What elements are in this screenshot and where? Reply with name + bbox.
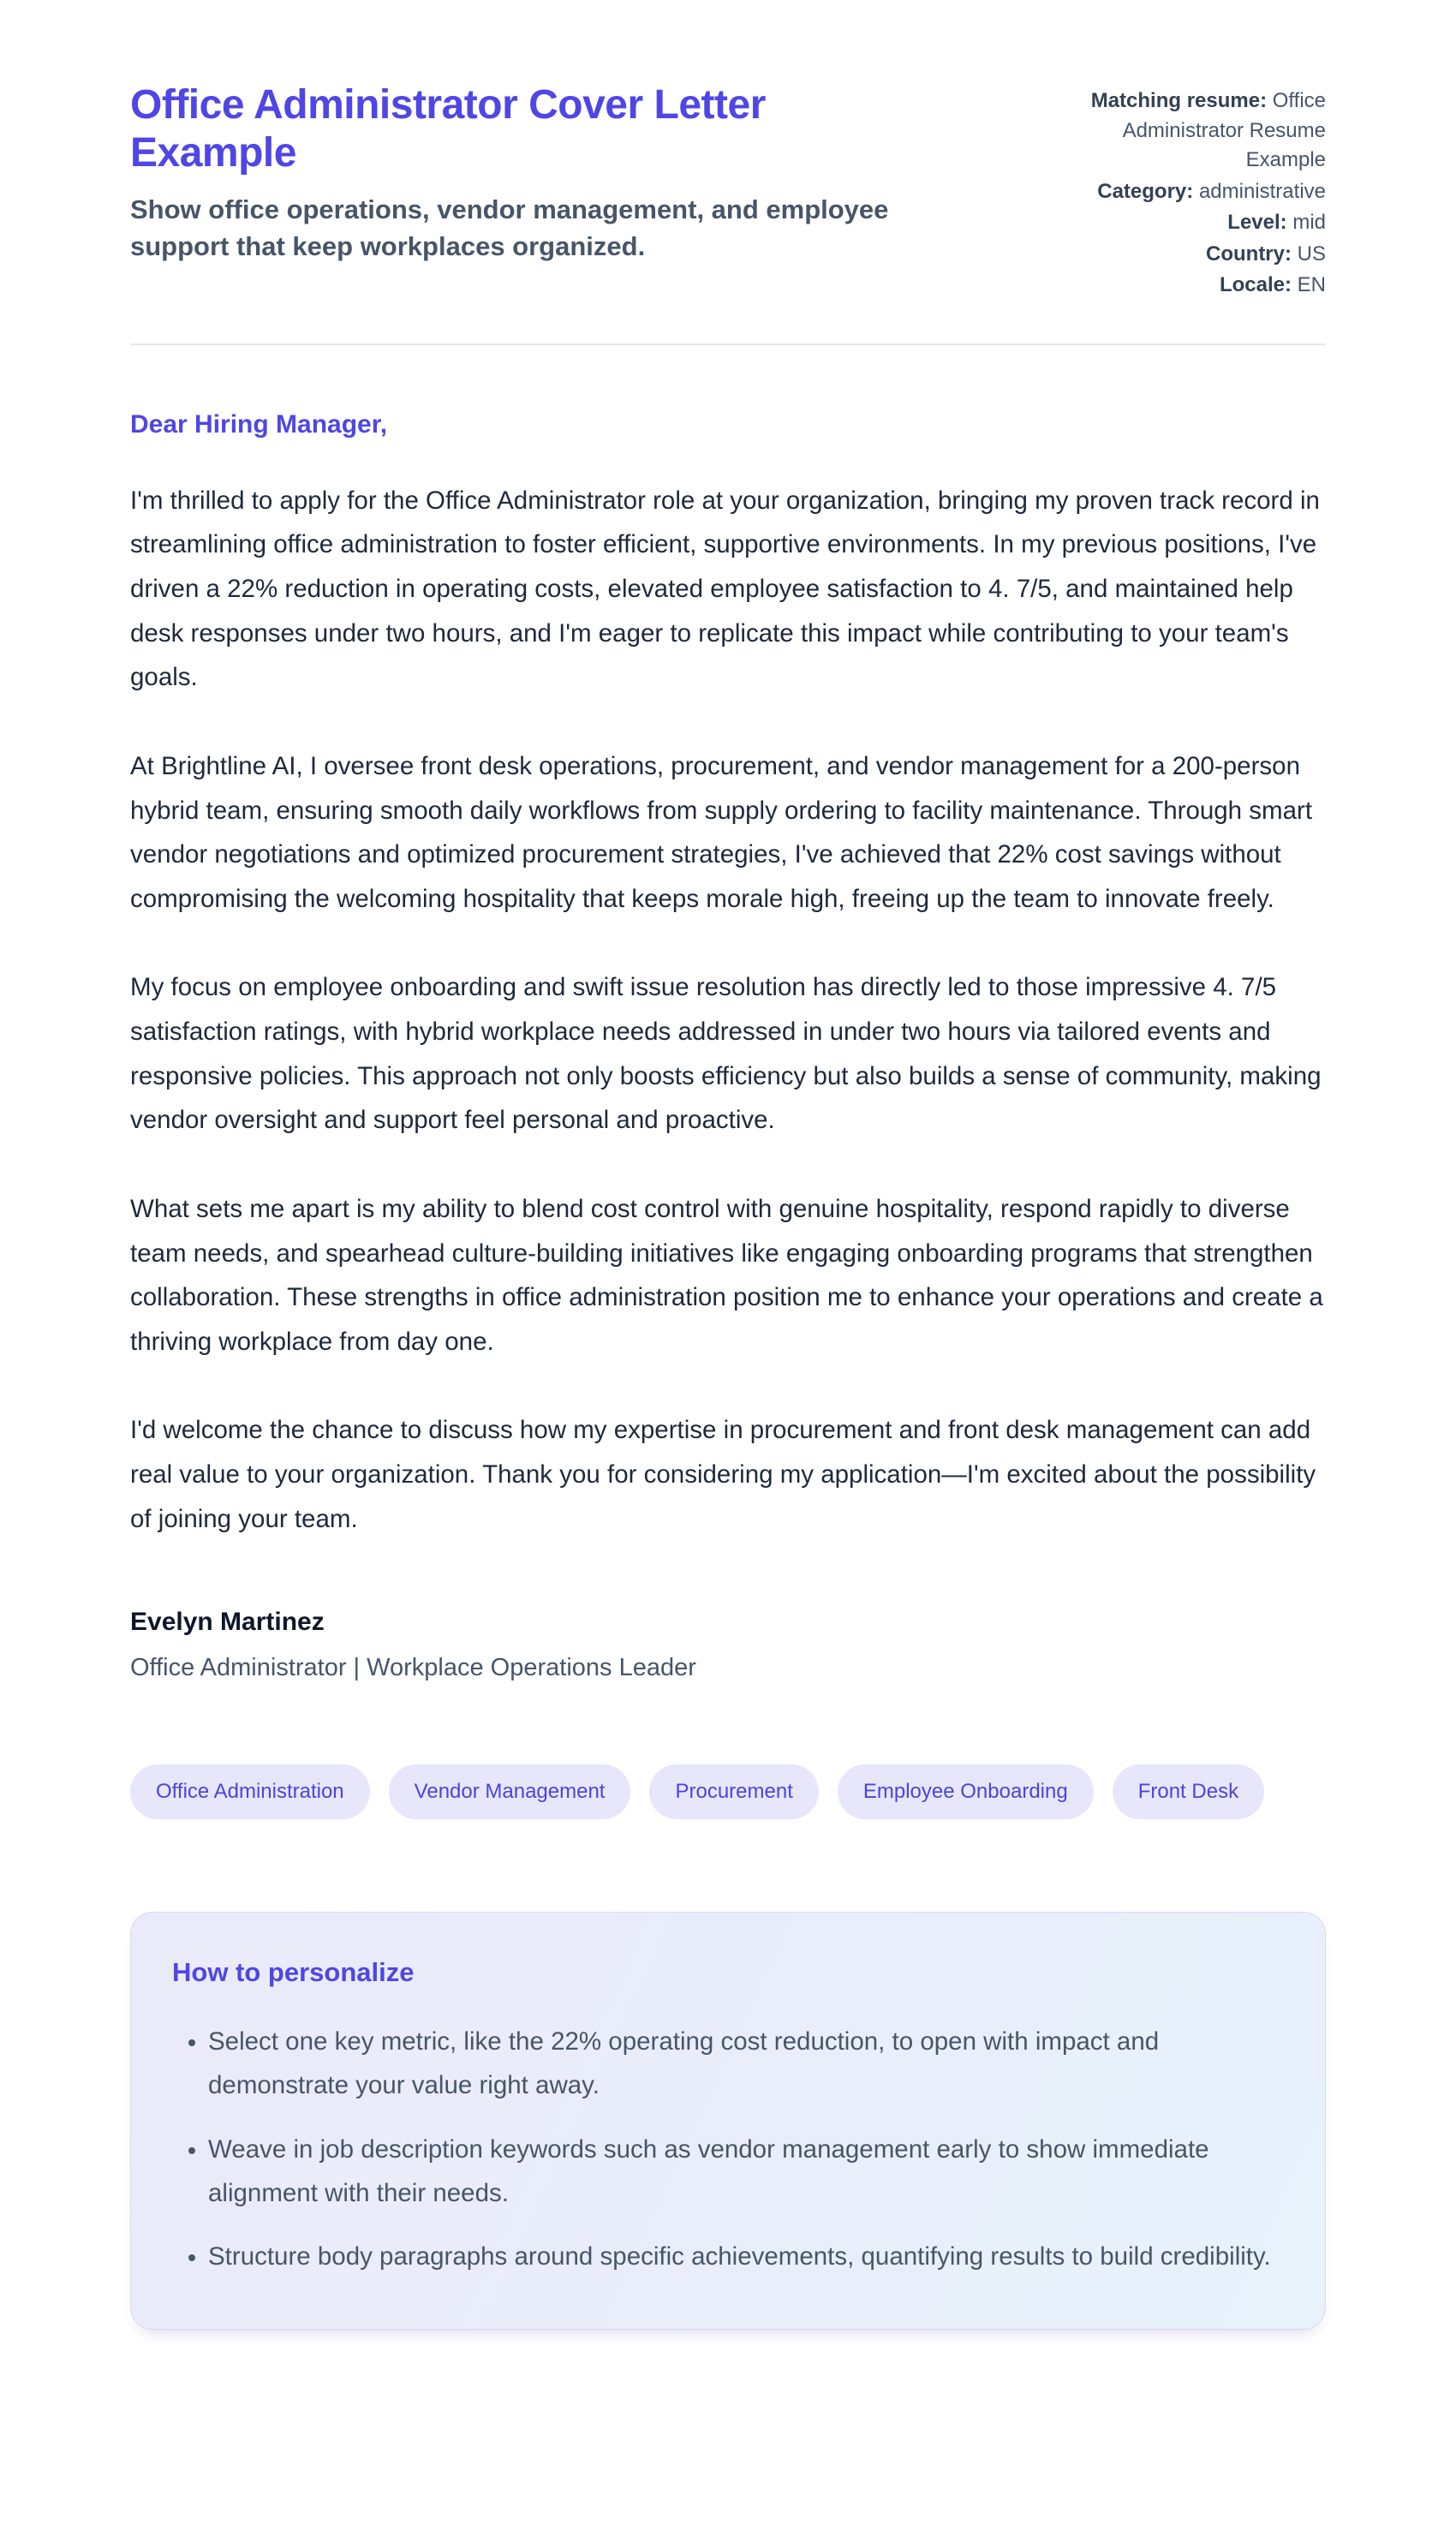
page-header — [130, 81, 1326, 302]
meta-item-locale — [1060, 271, 1326, 301]
page-title: Office Administrator Cover Letter Example — [130, 82, 766, 176]
meta-item-category — [1060, 177, 1326, 207]
meta-item-level — [1060, 208, 1326, 238]
meta-label: Country: — [1206, 242, 1292, 266]
letter-paragraph: My focus on employee onboarding and swift issue resolution has directly led to those impressive 4. 7/5 satisfaction ratings, with hybrid workplace needs addressed in under two hours via tailored events and responsive policies. This approach not only boosts efficiency but also builds a sense of community, making vendor oversight and support feel personal and proactive. — [130, 973, 1322, 1135]
signature-block — [130, 1608, 1326, 1682]
letter-paragraph: I'd welcome the chance to discuss how my expertise in procurement and front desk management can add real value to your organization. Thank you for considering my application—I'm excited about the possibility of joining your team. — [130, 1416, 1316, 1533]
how-to-personalize-card — [130, 1912, 1326, 2330]
header-divider — [130, 343, 1326, 345]
header-title-block — [130, 81, 1026, 265]
meta-item-matching-resume — [1060, 87, 1326, 176]
meta-value: US — [1297, 242, 1326, 266]
tag-front-desk[interactable]: Front Desk — [1113, 1764, 1264, 1819]
tip-item: • Select one key metric, like the 22% operating cost reduction, to open with impact and demonstrate your value right away. — [208, 2021, 1279, 2107]
letter-paragraph: At Brightline AI, I oversee front desk operations, procurement, and vendor management for a 200-person hybrid team, ensuring smooth daily workflows from supply ordering to facility maintenance. Through smart vendor negotiations and optimized procurement strategies, I've achieved that 22% cost savings without compromising the welcoming hospitality that keeps morale high, freeing up the team to innovate freely. — [130, 751, 1313, 913]
tag-vendor-management[interactable]: Vendor Management — [389, 1764, 631, 1819]
letter-paragraph: What sets me apart is my ability to blend cost control with genuine hospitality, respond rapidly to diverse team needs, and spearhead culture-building initiatives like engaging onboarding programs that strengthen collaboration. These strengths in office administration position me to enhance your operations and create a thriving workplace from day one. — [130, 1194, 1323, 1356]
meta-value: mid — [1292, 211, 1326, 235]
tag-procurement[interactable]: Procurement — [649, 1764, 818, 1819]
meta-value: EN — [1297, 273, 1326, 297]
tag-employee-onboarding[interactable]: Employee Onboarding — [838, 1764, 1094, 1819]
tip-item: • Weave in job description keywords such as vendor management early to show immediate alignment with their needs. — [208, 2128, 1279, 2215]
salutation: Dear Hiring Manager, — [130, 409, 388, 439]
meta-item-country — [1060, 240, 1326, 270]
tips-heading: How to personalize — [172, 1957, 415, 1988]
page-subtitle: Show office operations, vendor management, and employee support that keep workplaces organized. — [130, 194, 889, 262]
signature-title: Office Administrator | Workplace Operations Leader — [130, 1654, 696, 1682]
meta-label: Locale: — [1219, 273, 1292, 297]
meta-label: Level: — [1227, 211, 1287, 235]
resume-meta-block — [1060, 81, 1326, 302]
meta-label: Category: — [1097, 179, 1194, 203]
tag-office-administration[interactable]: Office Administration — [130, 1764, 370, 1819]
meta-value: administrative — [1198, 179, 1326, 203]
meta-label: Matching resume: — [1090, 89, 1268, 112]
signature-name: Evelyn Martinez — [130, 1608, 325, 1637]
skill-tags-row — [130, 1764, 1326, 1819]
meta-value: Office Administrator Resume Example — [1122, 89, 1326, 172]
cover-letter-body — [130, 410, 1326, 1542]
letter-paragraph: I'm thrilled to apply for the Office Administrator role at your organization, bringing my proven track record in streamlining office administration to foster efficient, supportive environments. In my previous positions, I've driven a 22% reduction in operating costs, elevated employee satisfaction to 4. 7/5, and maintained help desk responses under two hours, and I'm eager to replicate this impact while contributing to your team's goals. — [130, 486, 1320, 692]
tip-item: • Structure body paragraphs around specific achievements, quantifying results to build credibility. — [208, 2235, 1279, 2279]
tips-list — [172, 2021, 1284, 2279]
